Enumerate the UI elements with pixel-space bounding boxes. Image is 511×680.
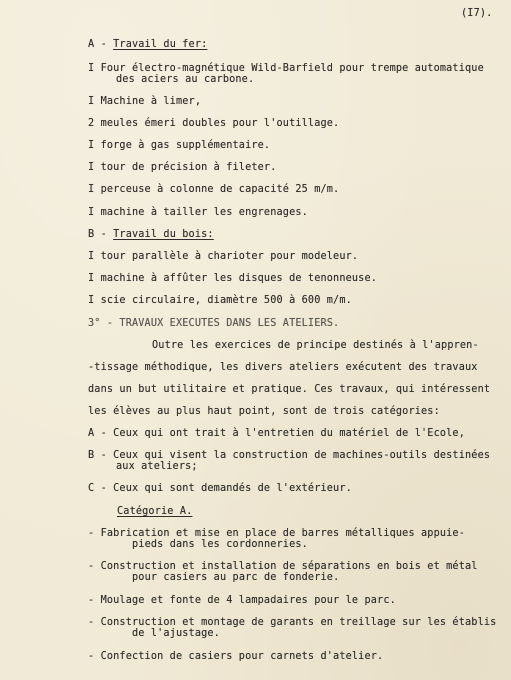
categorie-a-item-continuation: pour casiers au parc de fonderie. [132, 572, 340, 583]
section-b-prefix: B - [88, 229, 114, 240]
categorie-a-item: - Fabrication et mise en place de barres métalliques appuie- [88, 528, 466, 539]
section-b-heading [88, 229, 214, 240]
section-3-paragraph-line: Outre les exercices de principe destinés à l'appren- [152, 340, 479, 351]
categorie-a-item: - Construction et montage de garants en treillage sur les établis [88, 617, 497, 628]
section-a-item: I Machine à limer, [88, 96, 202, 107]
section-b-item: I scie circulaire, diamètre 500 à 600 m/m. [88, 295, 352, 306]
section-a-item: I machine à tailler les engrenages. [88, 207, 308, 218]
categorie-a-heading: Catégorie A. [117, 506, 193, 517]
section-a-item: 2 meules émeri doubles pour l'outillage. [88, 118, 340, 129]
section-3-heading: 3° - TRAVAUX EXECUTES DANS LES ATELIERS. [88, 318, 340, 329]
section-a-item: I perceuse à colonne de capacité 25 m/m. [88, 184, 340, 195]
categorie-a-item-continuation: de l'ajustage. [132, 628, 220, 639]
section-b-item: I machine à affûter les disques de tenonneuse. [88, 273, 378, 284]
section-3-paragraph-line: dans un but utilitaire et pratique. Ces travaux, qui intéressent [88, 384, 491, 395]
category-line: A - Ceux qui ont trait à l'entretien du matériel de l'Ecole, [88, 428, 466, 439]
category-line-continuation: aux ateliers; [116, 461, 198, 472]
section-b-item: I tour parallèle à charioter pour modeleur. [88, 251, 359, 262]
section-a-item: I forge à gas supplémentaire. [88, 140, 271, 151]
section-a-item: I tour de précision à fileter. [88, 162, 277, 173]
page-number: (I7). [461, 8, 493, 19]
category-line: B - Ceux qui visent la construction de machines-outils destinées [88, 450, 491, 461]
section-a-item-continuation: des aciers au carbone. [116, 74, 255, 85]
section-a-prefix: A - [88, 39, 114, 50]
section-a-heading [88, 39, 207, 50]
section-a-title: Travail du fer: [113, 39, 208, 50]
categorie-a-item: - Confection de casiers pour carnets d'atelier. [88, 651, 384, 662]
section-a-item: I Four électro-magnétique Wild-Barfield pour trempe automatique [88, 63, 484, 74]
categorie-a-item: - Moulage et fonte de 4 lampadaires pour le parc. [88, 595, 396, 606]
section-b-title: Travail du bois: [113, 229, 214, 240]
category-line: C - Ceux qui sont demandés de l'extérieur. [88, 483, 352, 494]
section-3-paragraph-line: -tissage méthodique, les divers ateliers exécutent des travaux [88, 362, 478, 373]
section-3-paragraph-line: les élèves au plus haut point, sont de trois catégories: [88, 406, 440, 417]
categorie-a-item-continuation: pieds dans les cordonneries. [132, 539, 308, 550]
categorie-a-item: - Construction et installation de séparations en bois et métal [88, 561, 478, 572]
